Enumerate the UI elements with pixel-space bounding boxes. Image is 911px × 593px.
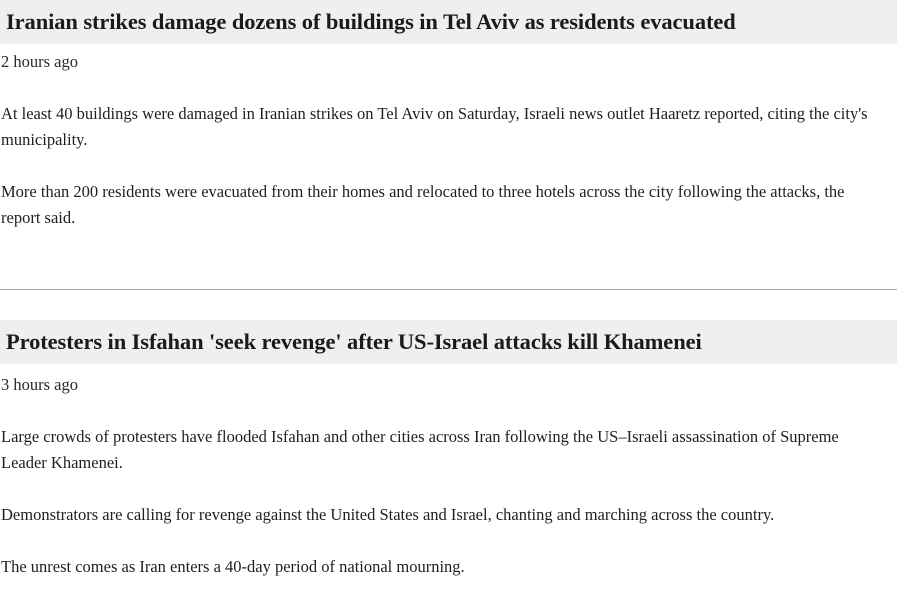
headline-bar xyxy=(0,320,897,364)
live-post-isfahan xyxy=(0,320,897,364)
post-paragraph: More than 200 residents were evacuated from their homes and relocated to three hotels across the city following the attacks, the report said. xyxy=(1,182,845,227)
post-paragraph: The unrest comes as Iran enters a 40-day period of national mourning. xyxy=(1,557,465,576)
post-headline[interactable]: Iranian strikes damage dozens of buildings in Tel Aviv as residents evacuated xyxy=(6,9,736,34)
post-paragraph: Large crowds of protesters have flooded Isfahan and other cities across Iran following the US–Israeli assassination of Supreme Leader Khamenei. xyxy=(1,427,839,472)
post-divider xyxy=(0,289,897,290)
post-paragraph: At least 40 buildings were damaged in Iranian strikes on Tel Aviv on Saturday, Israeli news outlet Haaretz reported, citing the city's municipality. xyxy=(1,104,868,149)
post-timestamp: 2 hours ago xyxy=(1,52,78,71)
headline-bar xyxy=(0,0,897,44)
live-post-tel-aviv xyxy=(0,0,897,44)
post-paragraph: Demonstrators are calling for revenge against the United States and Israel, chanting and marching across the country. xyxy=(1,505,775,524)
post-headline[interactable]: Protesters in Isfahan 'seek revenge' after US-Israel attacks kill Khamenei xyxy=(6,329,702,354)
post-timestamp: 3 hours ago xyxy=(1,375,78,394)
